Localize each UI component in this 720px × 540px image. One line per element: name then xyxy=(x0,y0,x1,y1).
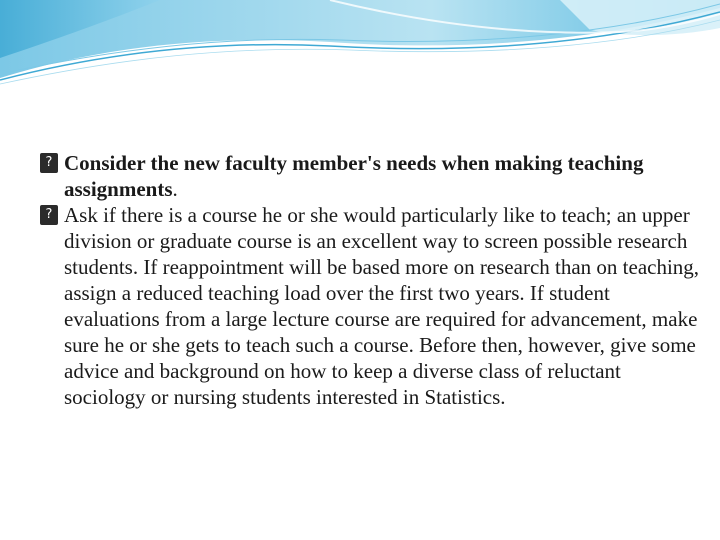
header-wave-decoration xyxy=(0,0,720,90)
bullet-glyph-icon xyxy=(40,153,58,173)
slide-body xyxy=(40,150,700,410)
bullet-item-1 xyxy=(40,150,700,202)
bullet-glyph-icon xyxy=(40,205,58,225)
bullet-item-2 xyxy=(40,202,700,410)
bullet-1-tail-text: . xyxy=(172,177,178,201)
bullet-1-bold-text: Consider the new faculty member's needs when making teaching assignments xyxy=(64,151,644,201)
bullet-2-text: Ask if there is a course he or she would particularly like to teach; an upper division or graduate course is an excellent way to screen possible research students. If reappointment will be based more on research than on teaching, assign a reduced teaching load over the first two years. If student evaluations from a large lecture course are required for advancement, make sure he or she gets to teach such a course. Before then, however, give some advice and background on how to keep a diverse class of reluctant sociology or nursing students interested in Statistics. xyxy=(64,203,700,409)
